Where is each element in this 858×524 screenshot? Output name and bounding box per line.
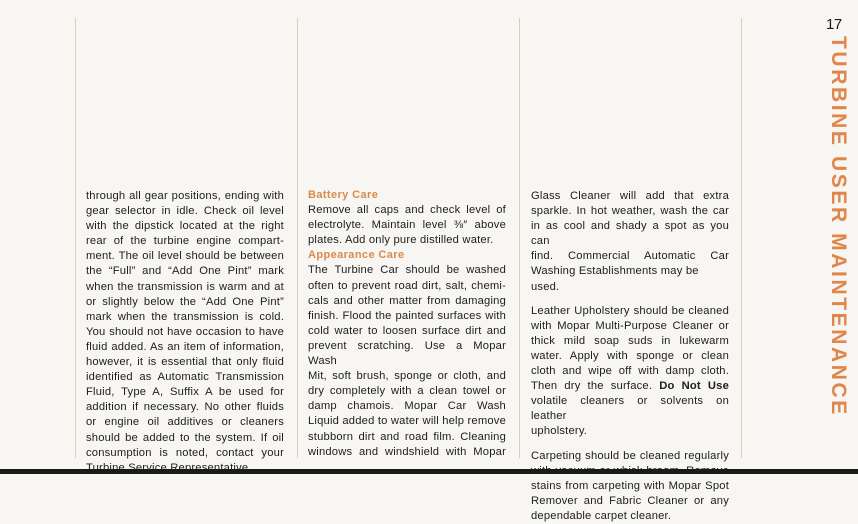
column-divider-2 (297, 18, 298, 458)
text-line: finish. Flood the painted surfaces with (308, 309, 506, 322)
text-line: stubborn dirt and road film. Cleaning (308, 430, 506, 443)
text-line: however, it is essential that only fluid (86, 356, 284, 369)
text-line: through all gear positions, ending with (86, 190, 284, 202)
text-line: dry completely with a clean towel or (308, 385, 506, 398)
text-line: with Mopar Multi-Purpose Cleaner or (531, 319, 729, 332)
text-line: stains from carpeting with Mopar Spot (531, 479, 729, 492)
text-line: The Turbine Car should be washed (308, 264, 506, 277)
text-line: when the transmission is warm and at (86, 280, 284, 293)
text-line: gear selector in idle. Check oil level (86, 205, 284, 218)
text-line: Fluid, Type A, Suffix A be used for (86, 386, 284, 399)
text-line: identified as Automatic Transmission (86, 371, 284, 384)
text-line: Glass Cleaner will add that extra (531, 190, 729, 202)
column-divider-1 (75, 18, 76, 458)
text-line: the “Full” and “Add One Pint” mark (86, 265, 284, 278)
column-transmission (86, 189, 284, 476)
text-line: find. Commercial Automatic Car (531, 250, 729, 263)
text-line: windows and windshield with Mopar (308, 445, 506, 458)
text-line: Washing Establishments may be used. (531, 265, 699, 293)
text-line (531, 379, 729, 394)
text-line: Mit, soft brush, sponge or cloth, and (308, 370, 506, 383)
text-line: damp chamois. Mopar Car Wash (308, 400, 506, 413)
text-line: often to prevent road dirt, salt, chemi- (308, 279, 506, 292)
text-line: addition if necessary. No other fluids (86, 401, 284, 414)
battery-care-heading: Battery Care (308, 189, 379, 201)
column-battery-appearance (308, 188, 506, 460)
text-line: prevent scratching. Use a Mopar Wash (308, 339, 506, 368)
text-line: Leather Upholstery should be cleaned (531, 304, 729, 317)
text-line: Turbine Service Representative. (86, 461, 252, 474)
do-not-use-emphasis: Do Not Use (659, 380, 729, 393)
leather-upholstery-paragraph (531, 304, 729, 440)
text-line: sparkle. In hot weather, wash the car (531, 205, 729, 218)
text-line: consumption is noted, contact your (86, 446, 284, 459)
text-line: or slightly below the “Add One Pint” (86, 295, 284, 308)
text-line: electrolyte. Maintain level ⅜″ above (308, 219, 506, 232)
text-run: Then dry the surface. (531, 380, 653, 393)
text-line: dependable carpet cleaner. (531, 509, 672, 522)
glass-cleaner-paragraph (531, 189, 729, 295)
text-line: or engine oil additives or cleaners (86, 416, 284, 429)
text-line: Remover and Fabric Cleaner or any (531, 494, 729, 507)
text-line: Remove all caps and check level of (308, 204, 506, 217)
text-line: in as cool and shady a spot as you can (531, 220, 729, 248)
text-line: ment. The oil level should be between (86, 250, 284, 263)
text-line: cals and other matter from damaging (308, 294, 506, 307)
column-upholstery-carpet (531, 189, 729, 524)
column-divider-4 (741, 18, 742, 458)
text-line: cold water to loosen surface dirt and (308, 324, 506, 337)
text-line: with the dipstick located at the right (86, 220, 284, 233)
section-title-text: TURBINE USER MAINTENANCE (827, 36, 850, 417)
column-divider-3 (519, 18, 520, 458)
text-line: fluid added. As an item of information, (86, 340, 284, 353)
text-line: upholstery. (531, 425, 588, 438)
text-line: Carpeting should be cleaned regularly (531, 449, 729, 462)
text-line: thick mild soap suds in lukewarm (531, 334, 729, 347)
text-line: You should not have occasion to have (86, 325, 284, 338)
text-line: rear of the turbine engine compart- (86, 235, 284, 248)
carpeting-paragraph (531, 449, 729, 524)
text-line: should be added to the system. If oil (86, 431, 284, 444)
text-line: plates. Add only pure distilled water. (308, 234, 494, 247)
text-line: with vacuum or whisk broom. Remove (531, 464, 729, 477)
page-number: 17 (826, 16, 842, 33)
text-line: Liquid added to water will help remove (308, 415, 506, 428)
section-title-vertical (826, 36, 850, 466)
text-line: cloth and wipe off with damp cloth. (531, 365, 729, 378)
text-line: water. Apply with sponge or clean (531, 349, 729, 362)
appearance-care-heading: Appearance Care (308, 249, 405, 262)
text-line: volatile cleaners or solvents on leather (531, 395, 729, 423)
text-line: mark when the transmission is cold. (86, 310, 284, 323)
